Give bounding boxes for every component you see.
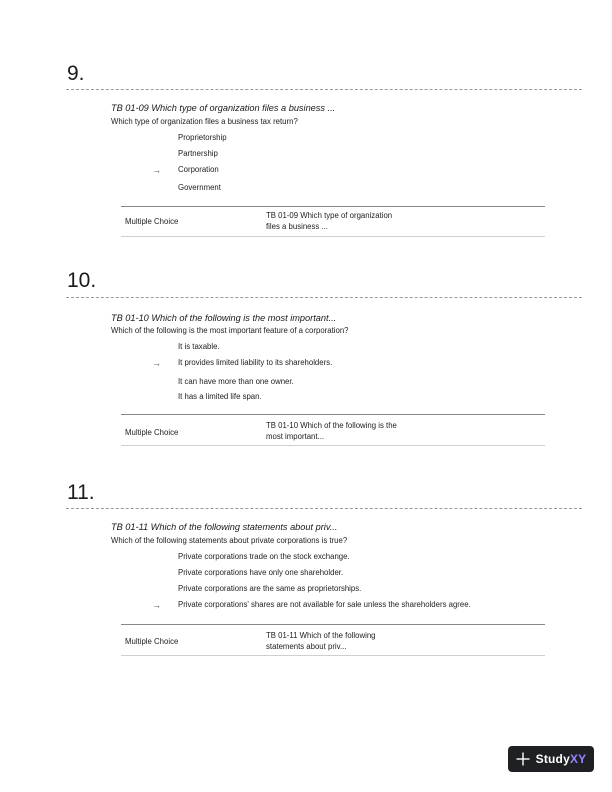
question-ref: TB 01-10 Which of the following is the most important... [266,421,397,441]
option: It is taxable. [178,342,220,351]
divider [66,89,582,90]
divider [66,297,582,298]
studyxy-logo[interactable] [508,746,594,772]
question-title: TB 01-10 Which of the following is the most important... [111,313,337,323]
option: Proprietorship [178,133,227,142]
meta-rule-top [121,414,545,415]
brand-name: StudyXY [535,752,587,766]
question-text: Which type of organization files a business tax return? [111,117,298,126]
option: Private corporations have only one shareholder. [178,568,344,577]
question-type: Multiple Choice [125,637,179,646]
meta-rule-bottom [121,236,545,237]
correct-answer-arrow-icon: → [152,165,161,175]
question-number: 9. [67,62,85,85]
question-number: 10. [67,269,97,292]
option-correct: It provides limited liability to its shareholders. [178,358,333,367]
question-type: Multiple Choice [125,428,179,437]
question-ref: TB 01-11 Which of the following statements about priv... [266,631,376,651]
meta-rule-top [121,206,545,207]
question-ref: TB 01-09 Which type of organization files a business ... [266,211,393,231]
option-correct: Private corporations' shares are not available for sale unless the shareholders agree. [178,600,471,609]
correct-answer-arrow-icon: → [152,358,161,368]
option-correct: Corporation [178,165,219,174]
question-title: TB 01-11 Which of the following statements about priv... [111,522,338,532]
meta-rule-top [121,624,545,625]
option: Private corporations are the same as proprietorships. [178,584,362,593]
correct-answer-arrow-icon: → [152,600,161,610]
option: Government [178,183,221,192]
question-title: TB 01-09 Which type of organization files a business ... [111,103,336,113]
plus-icon [516,752,530,766]
question-text: Which of the following statements about private corporations is true? [111,536,348,545]
divider [66,508,582,509]
option: It has a limited life span. [178,392,262,401]
brand-suffix: XY [569,752,587,766]
option: Partnership [178,149,218,158]
question-type: Multiple Choice [125,217,179,226]
meta-rule-bottom [121,445,545,446]
question-text: Which of the following is the most important feature of a corporation? [111,326,349,335]
option: Private corporations trade on the stock exchange. [178,552,350,561]
meta-rule-bottom [121,655,545,656]
option: It can have more than one owner. [178,377,294,386]
question-number: 11. [67,481,95,504]
